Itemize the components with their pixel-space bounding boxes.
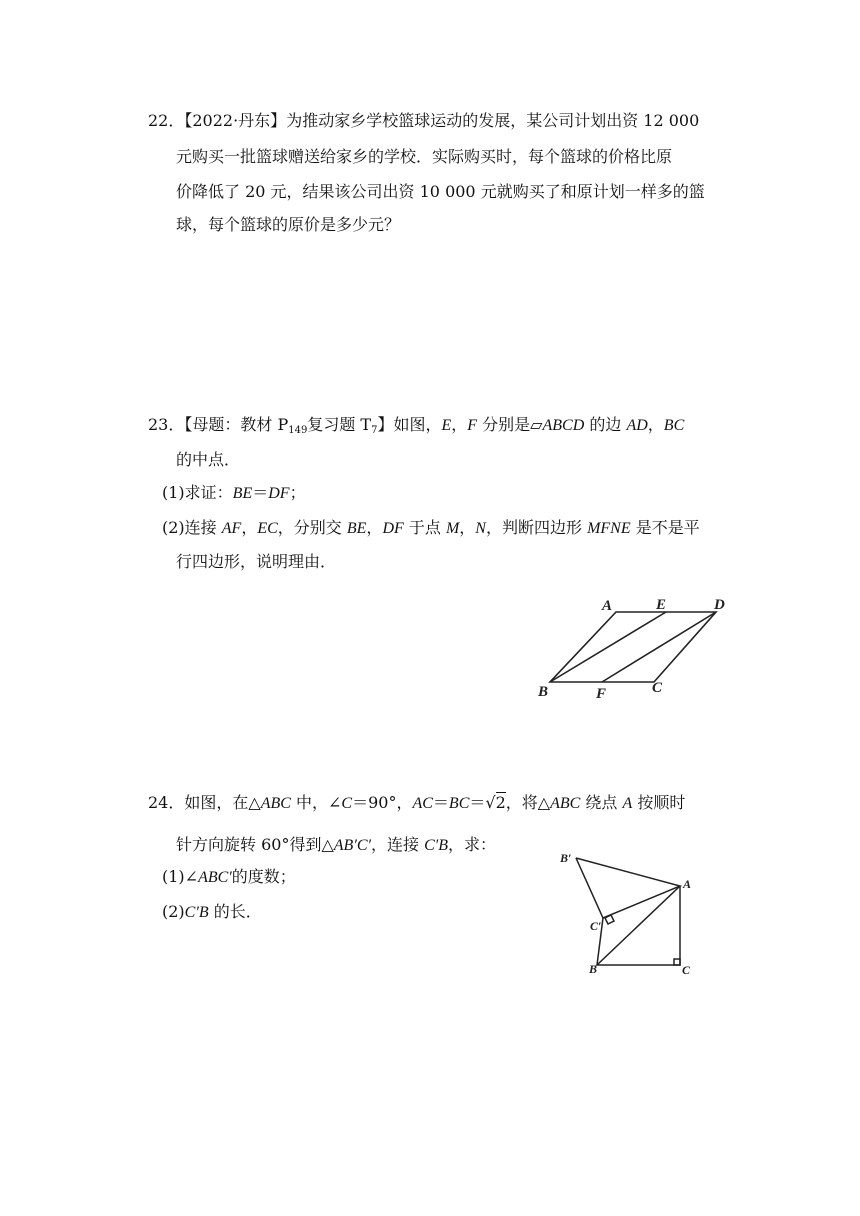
q22-line-1 [148, 110, 699, 132]
label-f: F [596, 686, 607, 702]
q23-part-1: (1)求证：BE＝DF； [162, 483, 306, 502]
segment-fd [602, 612, 716, 682]
label-c-prime: C′ [590, 919, 602, 933]
q23-line-1: 23．【母题：教材 $P_{149}$复习题 $T_7$】如图，E，F 分别是▱ABCD 的边 AD，BC [148, 415, 685, 436]
label-a: A [683, 877, 692, 891]
q24-line-1: 24．如图，在△ABC 中，∠C＝90°，AC＝BC＝√2，将△ABC 绕点 A 按顺时 [148, 793, 686, 812]
q22-source: 【2022·丹东】 [184, 111, 287, 130]
label-e: E [656, 597, 667, 613]
label-b-prime: B′ [560, 851, 572, 865]
label-a: A [602, 598, 613, 614]
q22-line-2: 元购买一批篮球赠送给家乡的学校．实际购买时，每个篮球的价格比原 [176, 147, 673, 166]
parallelogram-abcd [550, 612, 716, 682]
q24-number: 24． [148, 793, 185, 812]
sqrt-symbol: √ [485, 793, 496, 812]
q22-text: 为推动家乡学校篮球运动的发展，某公司计划出资 12 000 [286, 111, 700, 130]
right-angle-c [674, 959, 680, 965]
q24-triangle-figure [552, 846, 712, 981]
segment-be [550, 612, 666, 682]
parallelogram-symbol: ▱ [530, 415, 543, 434]
q24-line-2: 针方向旋转 60°得到△AB′C′，连接 C′B，求： [176, 835, 497, 854]
q23-source: 【母题：教材 $P_{149}$复习题 $T_7$】 [184, 415, 394, 436]
label-c: C [682, 963, 691, 977]
q23-parallelogram-figure [530, 590, 740, 705]
q22-line-4: 球，每个篮球的原价是多少元？ [176, 215, 401, 234]
q23-part-2: (2)连接 AF，EC，分别交 BE，DF 于点 M，N，判断四边形 MFNE 是不是平 [162, 518, 700, 537]
q23-number: 23． [148, 415, 185, 434]
label-c: C [652, 680, 663, 696]
triangle-abc [597, 886, 680, 965]
q23-part-2-line-2: 行四边形，说明理由． [176, 552, 337, 571]
q24-part-2: (2)C′B 的长． [162, 902, 262, 921]
label-b: B [589, 962, 598, 976]
sqrt-radicand: 2 [495, 793, 506, 812]
label-b: B [538, 684, 549, 700]
q22-number: 22． [148, 111, 185, 130]
q24-part-1: (1)∠ABC′的度数； [162, 867, 296, 886]
triangle-abpcp [576, 858, 680, 918]
q23-line-2: 的中点． [176, 450, 241, 469]
q22-line-3: 价降低了 20 元，结果该公司出资 10 000 元就购买了和原计划一样多的篮 [176, 182, 705, 201]
label-d: D [714, 597, 725, 613]
